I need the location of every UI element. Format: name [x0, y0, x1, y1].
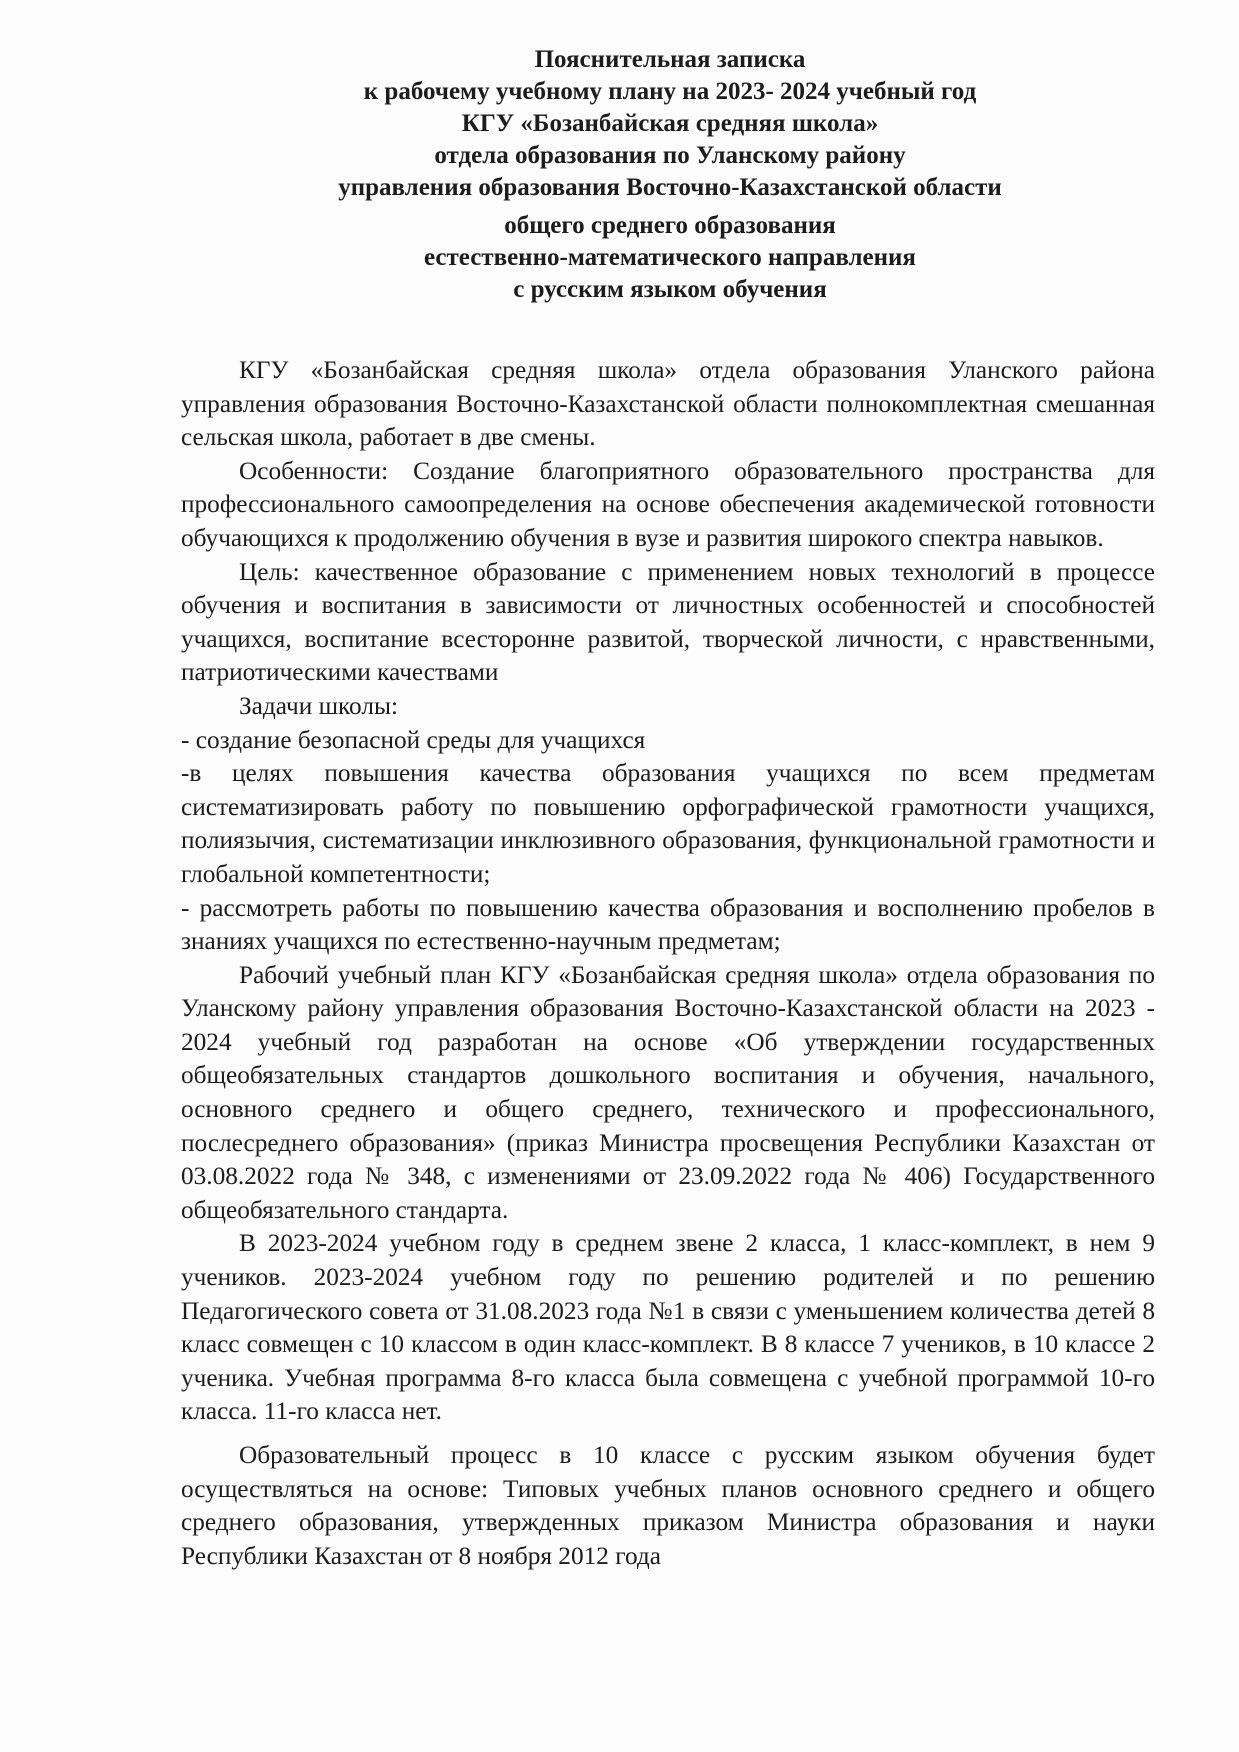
paragraph-school-description: КГУ «Бозанбайская средняя школа» отдела образования Уланского района управления образования Восточно-Казахстанской области полнокомплектная смешанная сельская школа, работает в две смены. [181, 356, 1155, 452]
paragraph-class-composition: В 2023-2024 учебном году в среднем звене 2 класса, 1 класс-комплект, в нем 9 учеников. 2023-2024 учебном году по решению родителей и по решению Педагогического совета от 31.08.2023 года №1 в связи с уменьшением количества детей 8 класс совмещен с 10 классом в один класс-комплект. В 8 классе 7 учеников, в 10 классе 2 ученика. Учебная программа 8-го класса была совмещена с учебной программой 10-го класса. 11-го класса нет. [181, 1229, 1155, 1426]
title-line-6: общего среднего образования [504, 212, 836, 239]
paragraph-tasks-heading: Задачи школы: [239, 691, 399, 720]
title-line-3: КГУ «Бозанбайская средняя школа» [461, 110, 879, 137]
paragraph-curriculum-basis: Рабочий учебный план КГУ «Бозанбайская средняя школа» отдела образования по Уланскому району управления образования Восточно-Казахстанской области на 2023 - 2024 учебный год разработан на основе «Об утверждении государственных общеобязательных стандартов дошкольного воспитания и обучения, начального, основного среднего и общего среднего, технического и профессионального, послесреднего образования» (приказ Министра просвещения Республики Казахстан от 03.08.2022 года № 348, с изменениями от 23.09.2022 года № 406) Государственного общеобязательного стандарта. [181, 960, 1155, 1224]
paragraph-features: Особенности: Создание благоприятного образовательного пространства для профессионального самоопределения на основе обеспечения академической готовности обучающихся к продолжению обучения в вузе и развития широкого спектра навыков. [181, 456, 1155, 552]
task-item-safety: - создание безопасной среды для учащихся [181, 725, 646, 754]
title-line-2: к рабочему учебному плану на 2023- 2024 учебный год [363, 78, 977, 105]
title-line-8: с русским языком обучения [513, 276, 827, 303]
task-item-knowledge-gaps: - рассмотреть работы по повышению качества образования и восполнению пробелов в знаниях учащихся по естественно-научным предметам; [181, 893, 1155, 956]
document-title [150, 44, 1190, 306]
document-body [181, 354, 1155, 1573]
title-line-7: естественно-математического направления [424, 244, 916, 271]
paragraph-goal: Цель: качественное образование с применением новых технологий в процессе обучения и воспитания в зависимости от личностных особенностей и способностей учащихся, воспитание всесторонне развитой, творческой личности, с нравственными, патриотическими качествами [181, 557, 1155, 687]
paragraph-educational-process: Образовательный процесс в 10 классе с русским языком обучения будет осуществляться на основе: Типовых учебных планов основного среднего и общего среднего образования, утвержденных приказом Министра образования и науки Республики Казахстан от 8 ноября 2012 года [181, 1441, 1155, 1570]
task-item-quality: -в целях повышения качества образования учащихся по всем предметам систематизировать работу по повышению орфографической грамотности учащихся, полиязычия, систематизации инклюзивного образования, функциональной грамотности и глобальной компетентности; [181, 759, 1155, 888]
title-line-4: отдела образования по Уланскому району [434, 142, 906, 169]
title-line-1: Пояснительная записка [534, 46, 806, 73]
title-line-5: управления образования Восточно-Казахстанской области [338, 174, 1002, 201]
